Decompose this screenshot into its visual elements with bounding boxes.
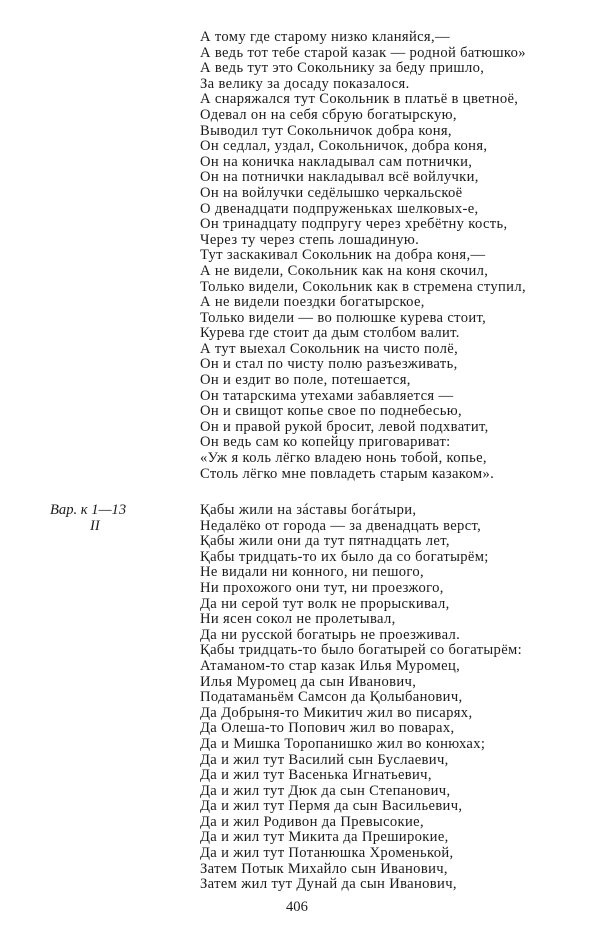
verse-line: Выводил тут Сокольничок добра коня, (200, 122, 452, 139)
verse-line: А тому где старому низко кланяйся,— (200, 29, 450, 45)
verse-line: Да и Мишка Торопанишко жил во конюхах; (200, 735, 486, 752)
verse-line: А не видели поездки богатырское, (200, 294, 425, 311)
verse-line: Он ведь сам ко копейцу приговариват: (200, 434, 451, 451)
verse-line: Он на коничка накладывал сам потнички, (200, 153, 473, 170)
verse-line: Он татарскима утехами забавляется — (200, 387, 454, 404)
verse-line: А не видели, Сокольник как на коня скочил, (200, 262, 489, 279)
verse-line: Қабы тридцать-то было богатырей со богатырём: (200, 642, 523, 659)
verse-line: Да и жил Родивон да Превысокие, (200, 813, 424, 830)
verse-line: Тут заскакивал Сокольник на добра коня,— (200, 247, 486, 264)
verse-line: Он и свищот копье свое по поднебесью, (200, 403, 462, 420)
verse-line: Одевал он на себя сбрую богатырскую, (200, 106, 457, 123)
verse-line: Недалёко от города — за двенадцать верст, (200, 517, 482, 534)
verse-line: Да и жил тут Васенька Игнатьевич, (200, 767, 432, 784)
variant-number: II (90, 517, 100, 534)
verse-line: Да и жил тут Микита да Преширокие, (200, 829, 449, 846)
variant-reference: Вар. к 1—13 (50, 502, 127, 518)
poem-block-main (200, 30, 526, 482)
verse-line: Да и жил тут Василий сын Буслаевич, (200, 751, 449, 768)
verse-line: Он седлал, уздал, Сокольничок, добра коня, (200, 138, 488, 155)
page-number: 406 (286, 899, 308, 915)
verse-line: Только видели — во полюшке курева стоит, (200, 309, 487, 326)
verse-line: «Уж я коль лёгко владею нонь тобой, копье, (200, 450, 487, 467)
verse-line: Да и жил тут Дюк да сын Степанович, (200, 782, 451, 799)
verse-line: Да Добрыня-то Микитич жил во писарях, (200, 704, 473, 721)
verse-line: Он на потнички накладывал всё войлучки, (200, 169, 479, 186)
verse-line: Курева где стоит да дым столбом валит. (200, 325, 460, 342)
verse-line: А ведь тут это Сокольнику за беду пришло, (200, 60, 485, 77)
verse-line: За велику за досаду показалося. (200, 75, 410, 92)
poem-block-variant (200, 503, 522, 893)
verse-line: Затем Потык Михайло сын Иванович, (200, 860, 448, 877)
verse-line: А ведь тот тебе старой казак — родной батюшко» (200, 44, 526, 61)
verse-line: Атаманом-то стар казак Илья Муромец, (200, 657, 461, 674)
variant-label (50, 503, 126, 534)
verse-line: Через ту через степь лошадиную. (200, 231, 420, 248)
verse-line: Не видали ни конного, ни пешого, (200, 564, 425, 581)
verse-line: Да и жил тут Пермя да сын Васильевич, (200, 798, 463, 815)
verse-line: Он и ездит во поле, потешается, (200, 372, 411, 389)
verse-line: Да ни серой тут волк не прорыскивал, (200, 595, 450, 612)
verse-line: Он и правой рукой бросит, левой подхватит, (200, 418, 489, 435)
verse-line: Да ни русской богатырь не проезживал. (200, 626, 461, 643)
verse-line: О двенадцати подпруженьках шелковых-е, (200, 200, 479, 217)
verse-line: Он на войлучки седёлышко черкальскоё (200, 184, 463, 201)
verse-line: Затем жил тут Дунай да сын Иванович, (200, 876, 457, 893)
verse-line: Только видели, Сокольник как в стремена ступил, (200, 278, 526, 295)
verse-line: Да Олеша-то Попович жил во поварах, (200, 720, 455, 737)
verse-line: Ни ясен сокол не пролетывал, (200, 611, 396, 628)
verse-line: А тут выехал Сокольник на чисто полё, (200, 340, 459, 357)
verse-line: Он тринадцату подпругу через хребётну кость, (200, 216, 508, 233)
verse-line: Ни прохожого они тут, ни проезжого, (200, 579, 444, 596)
verse-line: А снаряжался тут Сокольник в платьё в цветноё, (200, 91, 519, 108)
verse-line: Қабы жили на зáставы богáтыри, (200, 502, 417, 518)
verse-line: Қабы жили они да тут пятнадцать лет, (200, 533, 450, 550)
verse-line: Қабы тридцать-то их было да со богатырём; (200, 548, 489, 565)
verse-line: Податаманьём Самсон да Қолыбанович, (200, 689, 463, 706)
verse-line: Илья Муромец да сын Иванович, (200, 673, 417, 690)
verse-line: Он и стал по чисту полю разъезживать, (200, 356, 458, 373)
verse-line: Столь лёгко мне повладеть старым казаком». (200, 465, 495, 482)
verse-line: Да и жил тут Потанюшка Хроменькой, (200, 845, 454, 862)
